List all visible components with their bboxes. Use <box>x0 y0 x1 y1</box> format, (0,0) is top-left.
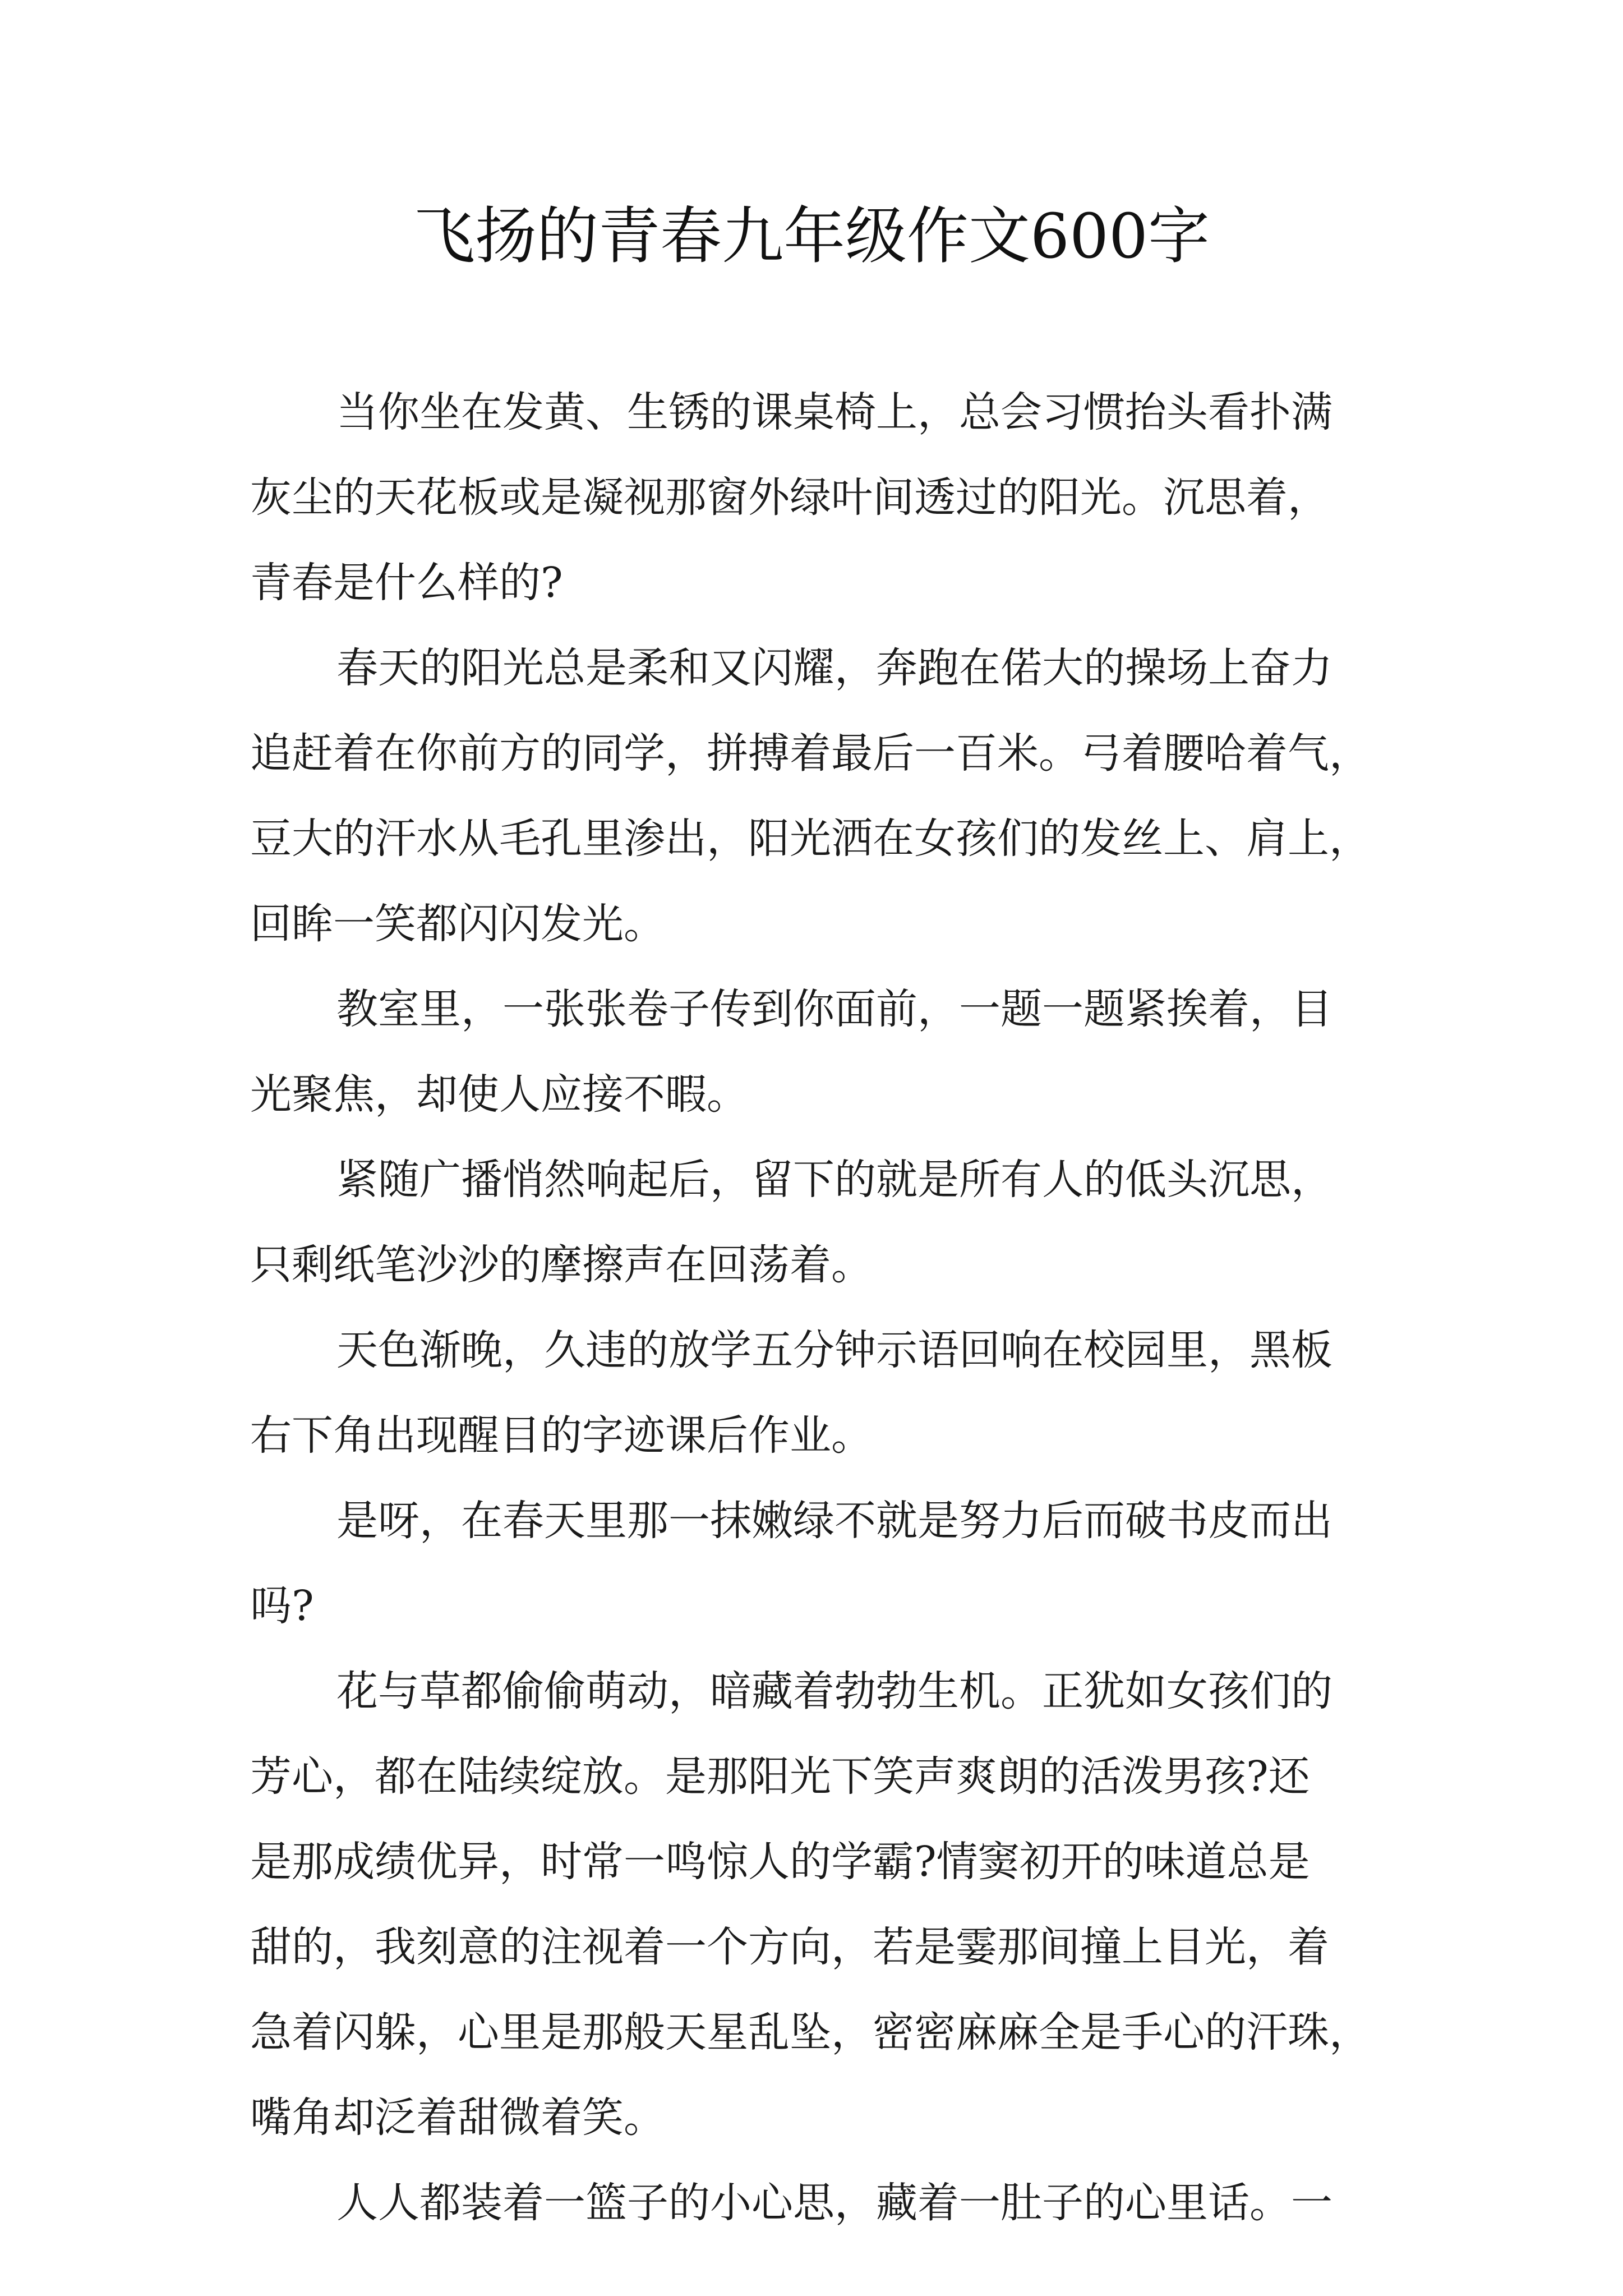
paragraph-6-line-1: 是呀，在春天里那一抹嫩绿不就是努力后而破书皮而出 <box>336 1497 1332 1545</box>
paragraph-7-line-5: 急着闪躲，心里是那般天星乱坠，密密麻麻全是手心的汗珠， <box>250 2008 1371 2056</box>
paragraph-1-line-2: 灰尘的天花板或是凝视那窗外绿叶间透过的阳光。沉思着， <box>250 473 1329 522</box>
paragraph-2-line-2: 追赶着在你前方的同学，拼搏着最后一百米。弓着腰哈着气， <box>250 729 1371 777</box>
paragraph-4-line-2: 只剩纸笔沙沙的摩擦声在回荡着。 <box>250 1241 873 1289</box>
paragraph-4-line-1: 紧随广播悄然响起后，留下的就是所有人的低头沉思， <box>336 1156 1332 1204</box>
paragraph-5-line-2: 右下角出现醒目的字迹课后作业。 <box>250 1411 873 1460</box>
paragraph-3-line-1: 教室里，一张张卷子传到你面前，一题一题紧挨着，目 <box>336 985 1332 1033</box>
paragraph-2-line-3: 豆大的汗水从毛孔里渗出，阳光洒在女孩们的发丝上、肩上， <box>250 815 1371 863</box>
paragraph-2-line-4: 回眸一笑都闪闪发光。 <box>250 900 665 948</box>
paragraph-1-line-1: 当你坐在发黄、生锈的课桌椅上，总会习惯抬头看扑满 <box>336 388 1332 436</box>
paragraph-2-line-1: 春天的阳光总是柔和又闪耀，奔跑在偌大的操场上奋力 <box>336 644 1332 692</box>
paragraph-7-line-4: 甜的，我刻意的注视着一个方向，若是霎那间撞上目光，着 <box>250 1923 1329 1971</box>
paragraph-6-line-2: 吗? <box>250 1582 314 1630</box>
paragraph-7-line-3: 是那成绩优异，时常一鸣惊人的学霸?情窦初开的味道总是 <box>250 1838 1310 1886</box>
paragraph-7-line-1: 花与草都偷偷萌动，暗藏着勃勃生机。正犹如女孩们的 <box>336 1667 1332 1715</box>
paragraph-8-line-1: 人人都装着一篮子的小心思，藏着一肚子的心里话。一 <box>336 2179 1332 2227</box>
paragraph-7-line-6: 嘴角却泛着甜微着笑。 <box>250 2093 665 2142</box>
paragraph-3-line-2: 光聚焦，却使人应接不暇。 <box>250 1070 748 1119</box>
paragraph-5-line-1: 天色渐晚，久违的放学五分钟示语回响在校园里，黑板 <box>336 1326 1332 1374</box>
paragraph-1-line-3: 青春是什么样的? <box>250 559 563 607</box>
document-title: 飞扬的青春九年级作文600字 <box>413 200 1210 272</box>
paragraph-7-line-2: 芳心，都在陆续绽放。是那阳光下笑声爽朗的活泼男孩?还 <box>250 1752 1310 1801</box>
